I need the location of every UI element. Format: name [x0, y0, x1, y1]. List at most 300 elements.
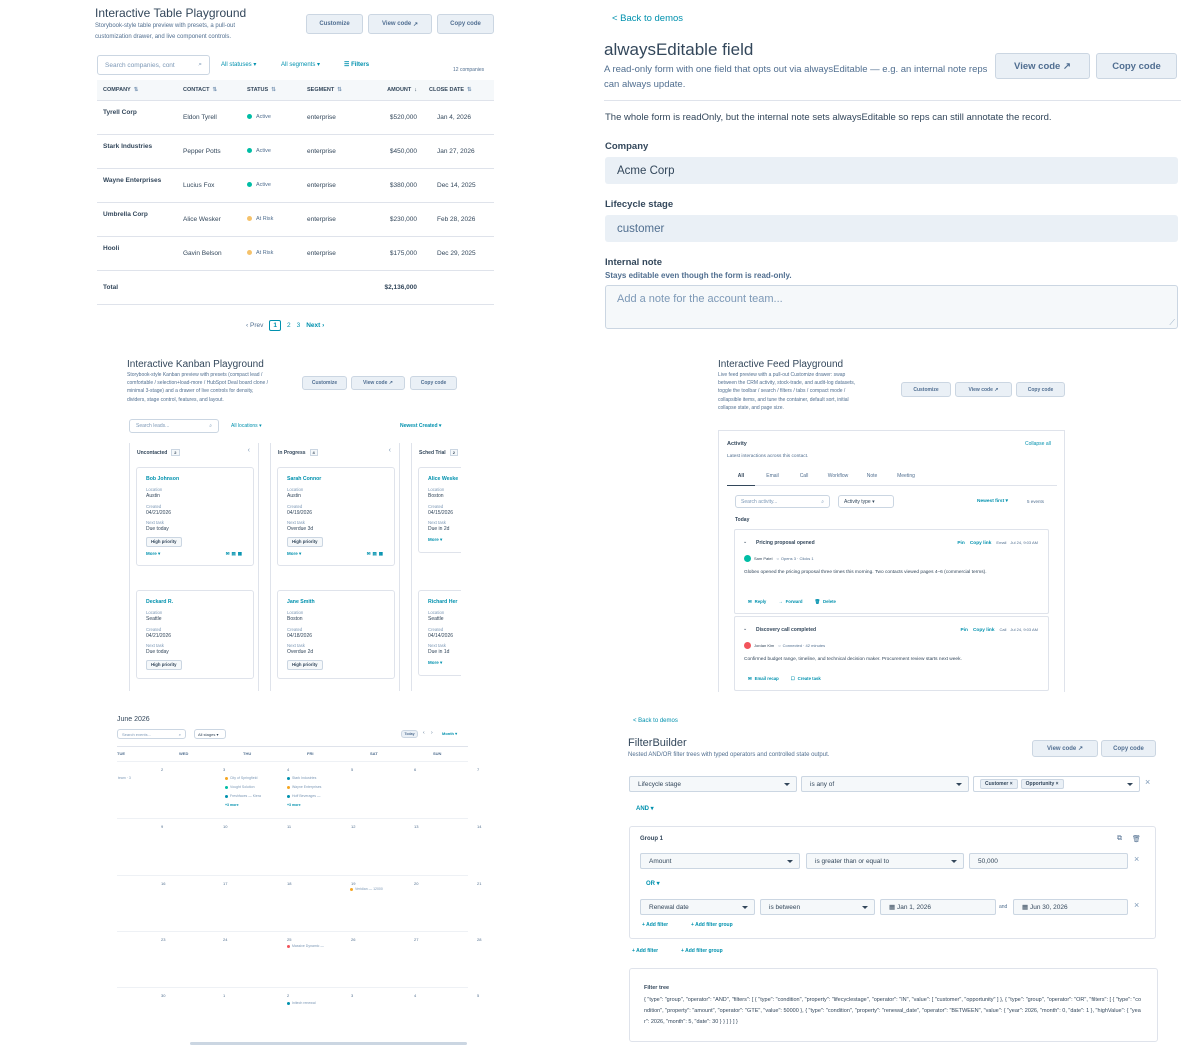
event-label: +3 more	[287, 803, 301, 807]
view-code-label: View code	[968, 386, 993, 393]
event-dot	[350, 888, 353, 891]
day-number[interactable]: 7	[477, 767, 480, 772]
copy-code-button[interactable]: Copy code	[410, 376, 457, 390]
data-table	[97, 80, 494, 305]
event-dot	[287, 786, 290, 789]
feed-tab[interactable]	[727, 470, 755, 486]
add-group-label: Add filter group	[685, 948, 723, 954]
email-icon[interactable]: ✉	[366, 550, 373, 556]
day-number[interactable]: 14	[477, 824, 482, 829]
more-events-link[interactable]	[287, 803, 301, 807]
view-code-button[interactable]	[351, 376, 405, 390]
calendar-event[interactable]	[225, 794, 261, 798]
feed-tab[interactable]	[790, 470, 818, 486]
day-number[interactable]: 28	[477, 937, 482, 942]
created-label: Created	[428, 503, 444, 509]
day-number[interactable]: 19	[351, 881, 356, 886]
kanban-card[interactable]	[136, 467, 254, 566]
day-number[interactable]: 21	[477, 881, 482, 886]
table-row[interactable]	[97, 100, 494, 134]
priority-tag: High priority	[146, 537, 182, 546]
status-label: At Risk	[256, 216, 274, 222]
column-header-label: STATUS	[247, 86, 269, 93]
next-task-value: Overdue 2d	[287, 649, 314, 656]
next-task-label: Next task	[146, 520, 164, 526]
column-header-label: AMOUNT	[387, 86, 412, 93]
table-description	[95, 21, 235, 43]
add-group-label: Add filter group	[695, 922, 733, 928]
action-create-task-button[interactable]	[791, 676, 821, 682]
status-cell	[241, 236, 301, 270]
column-header-label: SEGMENT	[307, 86, 335, 93]
chevron-down-icon	[956, 783, 962, 786]
location-value: Boston	[287, 616, 303, 623]
column-header[interactable]	[361, 80, 423, 100]
item-stats: Opens 3 · Clicks 1	[780, 556, 814, 561]
property-value: Renewal date	[649, 903, 689, 911]
stages-dropdown[interactable]: All stages ▾	[194, 729, 226, 739]
table-title: Interactive Table Playground	[95, 6, 247, 20]
trash-icon: 🗑	[814, 599, 821, 604]
feed-desc-line: collapsible items, and tune the container, default sort, initial	[718, 396, 849, 403]
column-header[interactable]	[241, 80, 301, 100]
editable-description: A read-only form with one field that opts out via alwaysEditable — e.g. an internal note reps can always update.	[604, 64, 988, 90]
feed-tabs	[727, 470, 1057, 486]
feed-search-input[interactable]	[735, 495, 830, 508]
column-header[interactable]	[301, 80, 361, 100]
feed-item-title[interactable]: Discovery call completed	[756, 627, 817, 633]
action-reply-button[interactable]	[748, 599, 766, 605]
chat-icon[interactable]: ▤	[372, 550, 379, 556]
event-label: +3 more	[225, 803, 239, 807]
email-icon: ✉	[748, 676, 752, 681]
sort-icon: ⇅	[467, 86, 472, 93]
pin-button[interactable]: Pin	[957, 541, 965, 546]
chevron-down-icon[interactable]: ⌄	[743, 626, 748, 632]
feed-tab[interactable]	[755, 470, 790, 486]
created-value: 04/15/2026	[428, 509, 454, 516]
column-header[interactable]	[423, 80, 494, 100]
more-menu[interactable]	[428, 536, 461, 543]
company-cell[interactable]: Tyrell Corp	[97, 100, 177, 134]
pin-button[interactable]: Pin	[960, 628, 968, 633]
kanban-card[interactable]	[418, 467, 461, 553]
event-dot	[225, 795, 228, 798]
close-icon[interactable]: ×	[1055, 781, 1059, 787]
card-name[interactable]: Jane Smith	[287, 599, 315, 605]
kanban-column	[129, 443, 259, 691]
feed-desc-line: toggle the toolbar / search / filters / tabs / compact mode /	[718, 388, 846, 395]
external-link-icon: ↗	[1062, 60, 1071, 72]
search-placeholder: Search activity...	[741, 498, 778, 505]
segment-filter-label: All segments	[281, 62, 316, 68]
day-number[interactable]: 16	[161, 881, 166, 886]
note-textarea[interactable]	[605, 285, 1178, 329]
search-placeholder: Search leads...	[136, 423, 170, 429]
item-actions	[748, 599, 836, 605]
card-name[interactable]: Richard Her	[428, 599, 458, 605]
day-number[interactable]: 27	[414, 937, 419, 942]
add-filter-button[interactable]: + Add filter	[632, 948, 659, 954]
day-header: FRI	[307, 751, 314, 756]
property-select[interactable]	[640, 899, 755, 915]
operator-select[interactable]	[801, 776, 969, 792]
operator-value: is greater than or equal to	[815, 857, 890, 865]
collapse-column-icon[interactable]: ‹	[247, 447, 250, 454]
table-row[interactable]	[97, 168, 494, 202]
kanban-column	[411, 443, 461, 691]
activity-type-dropdown[interactable]: Activity type ▾	[838, 495, 894, 508]
horizontal-scrollbar[interactable]	[190, 1042, 467, 1045]
company-cell[interactable]: Wayne Enterprises	[97, 168, 177, 202]
status-label: Active	[256, 148, 271, 154]
remove-filter-icon[interactable]: ×	[1145, 777, 1151, 787]
chevron-down-icon[interactable]: ⌄	[743, 539, 748, 545]
created-value: 04/18/2026	[287, 632, 313, 639]
avatar	[744, 642, 751, 649]
day-number[interactable]: 25	[287, 937, 292, 942]
company-cell[interactable]: Hooli	[97, 236, 177, 270]
feed-item-title[interactable]: Pricing proposal opened	[756, 540, 815, 546]
close-date-cell: Dec 29, 2025	[423, 236, 494, 270]
day-number[interactable]: 26	[351, 937, 356, 942]
add-filter-button[interactable]: + Add filter	[642, 922, 669, 928]
calendar-event[interactable]	[287, 785, 321, 789]
card-name[interactable]: Bob Johnson	[146, 476, 180, 482]
day-number[interactable]: 3	[351, 993, 354, 998]
sort-dropdown[interactable]: Newest first ▾	[977, 499, 1008, 504]
calendar-event[interactable]	[225, 776, 257, 780]
calendar-event[interactable]	[225, 785, 255, 789]
more-label: More	[428, 537, 439, 543]
filters-button[interactable]	[344, 61, 369, 68]
next-task-label: Next task	[146, 643, 164, 649]
day-number[interactable]: 30	[161, 993, 166, 998]
activity-subtitle: Latest interactions across this contact.	[727, 454, 809, 459]
next-task-value: Due in 1d	[428, 649, 450, 656]
email-icon[interactable]: ✉	[225, 550, 232, 556]
status-cell	[241, 134, 301, 168]
add-filter-group-button[interactable]: + Add filter group	[691, 922, 733, 928]
feed-desc-line: between the CRM activity, stock-trade, and audit-log datasets,	[718, 380, 856, 387]
next-month-icon[interactable]: ›	[431, 730, 433, 736]
kanban-desc-line: dividers, stage control, features, and layout.	[127, 396, 224, 403]
operator-select[interactable]	[806, 853, 964, 869]
event-label: Vought Solution	[230, 785, 255, 789]
trash-icon[interactable]: 🗑	[1132, 836, 1141, 843]
property-select[interactable]	[629, 776, 797, 792]
add-filter-label: Add filter	[636, 948, 659, 954]
action-forward-button[interactable]	[778, 599, 802, 605]
search-input[interactable]	[129, 419, 219, 433]
day-number[interactable]: 1	[223, 993, 226, 998]
amount-cell: $230,000	[361, 202, 423, 236]
day-header: SAT	[370, 751, 378, 756]
status-dot	[247, 216, 252, 221]
next-page[interactable]: Next ›	[306, 322, 325, 329]
card-name[interactable]: Alice Weske	[428, 476, 459, 482]
kanban-card[interactable]	[418, 590, 461, 676]
view-code-button[interactable]	[1032, 740, 1098, 757]
day-number[interactable]: 4	[414, 993, 417, 998]
resize-handle-icon[interactable]: ⟋	[1169, 318, 1175, 327]
view-code-button[interactable]	[955, 382, 1012, 397]
event-label: Freshfaces — Kiera	[230, 794, 261, 798]
more-menu[interactable]	[428, 659, 461, 666]
day-number[interactable]: 24	[223, 937, 228, 942]
avatar	[744, 555, 751, 562]
close-date-cell: Feb 28, 2026	[423, 202, 494, 236]
chevron-down-icon: ▾	[438, 537, 443, 543]
day-number[interactable]: 17	[223, 881, 228, 886]
kanban-card[interactable]	[277, 590, 395, 679]
day-number[interactable]: 2	[161, 767, 164, 772]
note-placeholder: Add a note for the account team...	[617, 293, 783, 305]
operator-select[interactable]	[760, 899, 875, 915]
value-multiselect[interactable]	[973, 776, 1140, 792]
operator-value: is any of	[810, 780, 835, 788]
contact-cell: Alice Wesker	[177, 202, 241, 236]
locations-dropdown[interactable]: All locations ▾	[231, 423, 262, 429]
calendar-event[interactable]	[287, 794, 321, 798]
and-operator-toggle[interactable]: AND ▾	[636, 806, 654, 812]
date-from-input[interactable]	[880, 899, 996, 915]
total-label: Total	[97, 270, 177, 304]
location-value: Austin	[287, 493, 301, 500]
created-value: 04/21/2026	[146, 509, 172, 516]
day-number[interactable]: 9	[161, 824, 164, 829]
company-cell[interactable]: Stark Industries	[97, 134, 177, 168]
calendar-event[interactable]	[118, 776, 131, 780]
day-number[interactable]: 5	[477, 993, 480, 998]
day-header: TUE	[117, 751, 125, 756]
action-label: Forward	[785, 599, 803, 604]
property-select[interactable]	[640, 853, 800, 869]
location-label: Location	[428, 487, 445, 493]
calendar-event[interactable]	[287, 1001, 316, 1005]
column-header[interactable]	[177, 80, 241, 100]
location-value: Seattle	[428, 616, 444, 623]
feed-description	[718, 371, 855, 412]
created-label: Created	[428, 626, 444, 632]
copy-link-button[interactable]: Copy link	[969, 541, 992, 546]
amount-cell: $380,000	[361, 168, 423, 202]
amount-input[interactable]: 50,000	[969, 853, 1128, 869]
more-menu[interactable]	[146, 550, 244, 557]
more-label: More	[428, 660, 439, 666]
status-dot	[247, 182, 252, 187]
status-dot	[247, 114, 252, 119]
feed-tab[interactable]	[858, 470, 886, 486]
copy-code-button[interactable]: Copy code	[1096, 53, 1177, 79]
company-cell[interactable]: Umbrella Corp	[97, 202, 177, 236]
divider	[604, 100, 1181, 101]
calendar-search-input[interactable]	[117, 729, 186, 739]
filter-tree-label: Filter tree	[644, 985, 670, 991]
calendar-event[interactable]	[287, 944, 324, 948]
copy-code-button[interactable]: Copy code	[1016, 382, 1065, 397]
calendar-icon[interactable]: ▦	[378, 550, 385, 556]
prev-month-icon[interactable]: ‹	[423, 730, 425, 736]
day-number[interactable]: 20	[414, 881, 419, 886]
tag-label: Customer	[985, 781, 1009, 787]
next-task-value: Due today	[146, 649, 169, 656]
table-row[interactable]	[97, 202, 494, 236]
column-header[interactable]	[97, 80, 177, 100]
item-author	[744, 555, 814, 562]
event-label: Wayne Enterprises	[292, 785, 322, 789]
sort-dropdown[interactable]: Newest Created ▾	[400, 423, 442, 429]
remove-filter-icon[interactable]: ×	[1134, 900, 1140, 910]
action-delete-button[interactable]	[815, 599, 836, 605]
day-header: WED	[179, 751, 189, 756]
column-header	[419, 449, 458, 456]
column-name: Uncontacted	[137, 450, 168, 456]
status-filter-dropdown[interactable]: All statuses ▾	[221, 62, 257, 68]
day-number[interactable]: 5	[351, 767, 354, 772]
calendar-event[interactable]	[350, 887, 383, 891]
note-label: Internal note	[605, 257, 663, 268]
status-label: At Risk	[256, 250, 274, 256]
calendar-grid	[117, 746, 482, 1044]
item-actions	[748, 676, 821, 682]
copy-link-button[interactable]: Copy link	[972, 628, 995, 633]
view-dropdown[interactable]: Month ▾	[442, 731, 458, 736]
sort-label: Newest first	[977, 499, 1005, 504]
day-number[interactable]: 23	[161, 937, 166, 942]
next-task-value: Overdue 3d	[287, 526, 314, 533]
view-label: Month	[442, 731, 454, 736]
company-label: Company	[605, 141, 649, 152]
add-filter-group-button[interactable]: + Add filter group	[681, 948, 723, 954]
event-label: City of Springfield	[230, 776, 258, 780]
close-icon[interactable]: ×	[1009, 781, 1013, 787]
close-date-cell: Dec 14, 2025	[423, 168, 494, 202]
calendar-icon[interactable]: ▦	[237, 550, 244, 556]
customize-button[interactable]: Customize	[302, 376, 347, 390]
day-header: THU	[243, 751, 252, 756]
copy-icon[interactable]: ⧉	[1117, 835, 1122, 842]
today-button[interactable]: Today	[401, 730, 418, 738]
pagination	[246, 320, 324, 331]
chevron-down-icon: ▾	[156, 550, 161, 556]
card-name[interactable]: Sarah Connor	[287, 476, 322, 482]
lifecycle-label: Lifecycle stage	[605, 199, 674, 210]
property-value: Amount	[649, 857, 672, 865]
kanban-card[interactable]	[277, 467, 395, 566]
location-label: Location	[287, 610, 304, 616]
prev-page[interactable]: ‹ Prev	[246, 322, 264, 329]
day-number[interactable]: 2	[287, 993, 290, 998]
day-number[interactable]: 10	[223, 824, 228, 829]
feed-tab[interactable]	[886, 470, 926, 486]
chat-icon[interactable]: ▤	[231, 550, 238, 556]
kanban-desc-line: minimal 3-stage) and a drawer of live controls for density,	[127, 388, 254, 395]
sort-icon: ⇅	[271, 86, 276, 93]
remove-filter-icon[interactable]: ×	[1134, 854, 1140, 864]
day-number[interactable]: 11	[287, 824, 292, 829]
back-link[interactable]: < Back to demos	[612, 13, 684, 24]
feed-tab[interactable]	[818, 470, 858, 486]
feed-item-body: Confirmed budget range, timeline, and technical decision maker. Procurement review starts next week.	[744, 657, 962, 662]
copy-code-button[interactable]: Copy code	[1101, 740, 1156, 757]
day-number[interactable]: 12	[351, 824, 356, 829]
item-stats: Connected · 42 minutes	[782, 643, 826, 648]
feed-item	[734, 616, 1049, 691]
company-field: Acme Corp	[605, 157, 1178, 184]
search-input[interactable]	[97, 55, 210, 75]
view-code-button[interactable]	[368, 14, 432, 34]
column-name: Sched Trial	[419, 450, 446, 456]
more-events-link[interactable]	[225, 803, 239, 807]
segment-filter-dropdown[interactable]: All segments ▾	[281, 62, 321, 68]
more-menu[interactable]	[287, 550, 385, 557]
table-row[interactable]	[97, 236, 494, 270]
location-value: Austin	[146, 493, 160, 500]
day-number[interactable]: 6	[414, 767, 417, 772]
search-placeholder: Search companies, cont	[105, 61, 175, 69]
action-label: Email recap	[754, 676, 779, 681]
tab-label: Workflow	[827, 473, 849, 479]
kanban-column	[270, 443, 400, 691]
view-code-button[interactable]	[995, 53, 1090, 79]
kanban-card[interactable]	[136, 590, 254, 679]
calendar-event[interactable]	[287, 776, 316, 780]
location-label: Location	[146, 487, 163, 493]
or-operator-toggle[interactable]: OR ▾	[646, 881, 660, 887]
feed-item-body: Globex opened the pricing proposal three times this morning. Two contacts viewed pages 4–6 (commercial terms).	[744, 570, 987, 575]
filter-title: FilterBuilder	[628, 737, 687, 749]
chevron-down-icon: ▾	[297, 550, 302, 556]
action-email-recap-button[interactable]	[748, 676, 779, 682]
day-number[interactable]: 18	[287, 881, 292, 886]
date-to-input[interactable]	[1013, 899, 1128, 915]
event-label: Massive Dynamic —	[292, 944, 324, 948]
status-cell	[241, 202, 301, 236]
collapse-all-button[interactable]: Collapse all	[1025, 441, 1051, 447]
event-dot	[287, 1002, 290, 1005]
customize-button[interactable]: Customize	[306, 14, 363, 34]
customize-button[interactable]: Customize	[901, 382, 951, 397]
task-icon: ☐	[790, 676, 795, 681]
location-label: Location	[146, 610, 163, 616]
event-label: Hoff Beverages —	[292, 794, 321, 798]
search-icon: ⌕	[209, 423, 212, 429]
page-3[interactable]: 3	[296, 322, 301, 329]
card-action-icons	[226, 550, 244, 557]
page-2[interactable]: 2	[286, 322, 291, 329]
tag-opportunity	[1021, 779, 1064, 789]
external-link-icon: ↗	[388, 380, 393, 386]
tab-label: Call	[799, 473, 809, 479]
date-from-value: Jan 1, 2026	[896, 903, 931, 911]
day-number[interactable]: 3	[223, 767, 226, 772]
collapse-column-icon[interactable]: ‹	[388, 447, 391, 454]
back-link[interactable]: < Back to demos	[633, 718, 678, 724]
event-dot	[225, 777, 228, 780]
table-row[interactable]	[97, 134, 494, 168]
timestamp: Jul 24, 9:03 AM	[1010, 540, 1038, 545]
page-1[interactable]: 1	[269, 320, 281, 331]
day-number[interactable]: 4	[287, 767, 290, 772]
priority-tag: High priority	[146, 660, 182, 669]
copy-code-button[interactable]: Copy code	[437, 14, 494, 34]
created-value: 04/19/2026	[287, 509, 313, 516]
card-name[interactable]: Deckard R.	[146, 599, 174, 605]
action-label: Create task	[797, 676, 821, 681]
external-link-icon: ↗	[994, 386, 999, 393]
day-number[interactable]: 13	[414, 824, 419, 829]
